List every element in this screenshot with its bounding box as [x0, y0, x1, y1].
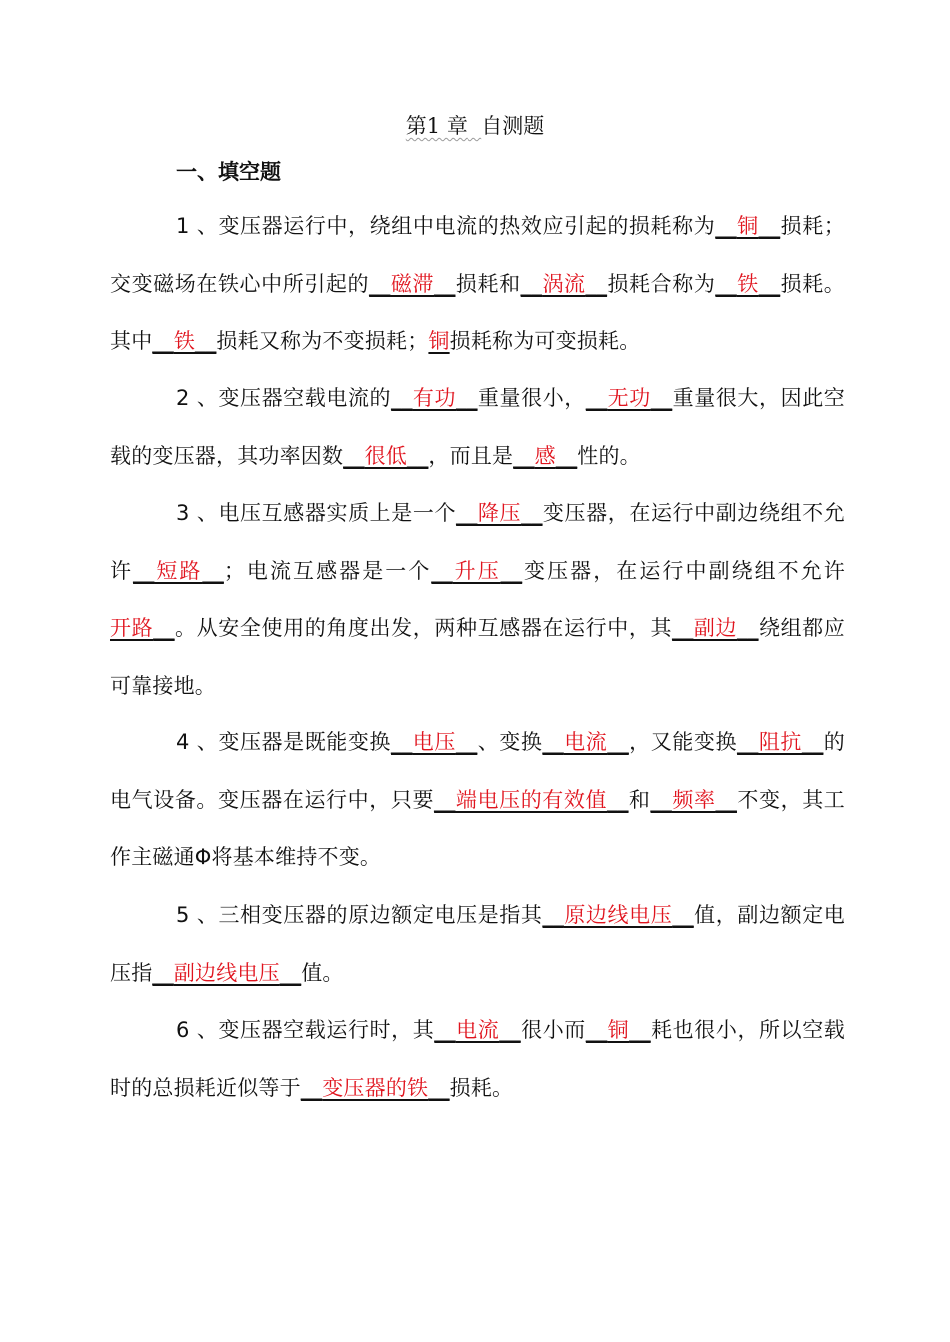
- question-text: 损耗又称为不变损耗；: [216, 329, 429, 353]
- answer-2-4: 感: [534, 443, 556, 468]
- question-text: 损耗。: [449, 1075, 514, 1100]
- answer-5-2: 副边线电压: [173, 960, 280, 985]
- question-text: 、变换: [477, 730, 543, 754]
- question-text: 损耗；交变磁场在铁心中所引起的: [110, 214, 846, 296]
- question-text: 4 、变压器是既能变换: [176, 730, 391, 754]
- question-text: 的电气设备。变压器在运行中，只要: [110, 730, 845, 812]
- question-text: 2 、变压器空载电流的: [176, 386, 392, 410]
- section-heading: 一、填空题: [176, 160, 281, 184]
- question-text: 变压器，在运行中副边绕组不允许: [110, 501, 845, 583]
- question-text: 和: [628, 787, 651, 812]
- question-2: 2 、变压器空载电流的__有功__重量很小，__无功__重量很大，因此空载的变压器，其功率因数__很低__，而且是__感__性的。: [110, 386, 845, 468]
- question-4: 4 、变压器是既能变换__电压__、变换__电流__，又能变换__阻抗__的电气设备。变压器在运行中，只要__端电压的有效值__和__频率__不变，其工作主磁通Φ将基本维持不变。: [110, 730, 846, 869]
- question-text: 损耗和: [455, 271, 521, 296]
- answer-5-1: 原边线电压: [563, 903, 673, 927]
- question-text: ，而且是: [428, 443, 514, 468]
- question-text: 值，副边额定电压指: [110, 903, 845, 985]
- answer-3-2: 短路: [154, 558, 203, 583]
- question-1: 1 、变压器运行中，绕组中电流的热效应引起的损耗称为__铜__损耗；交变磁场在铁心中所引起的__磁滞__损耗和__涡流__损耗合称为__铁__损耗。其中__铁__损耗又称为不变损耗；铜损耗称为可变损耗。: [110, 214, 846, 353]
- question-text: ；电流互感器是一个: [223, 558, 432, 583]
- question-text: 损耗。其中: [110, 271, 845, 353]
- answer-3-3: 升压: [452, 558, 501, 583]
- answer-3-4: 开路: [110, 616, 154, 640]
- question-6: 6 、变压器空载运行时，其__电流__很小而__铜__耗也很小，所以空载时的总损耗近似等于__变压器的铁__损耗。: [110, 1018, 845, 1100]
- question-5: 5 、三相变压器的原边额定电压是指其__原边线电压__值，副边额定电压指__副边线电压__值。: [110, 903, 845, 985]
- question-text: 重量很大，因此空载的变压器，其功率因数: [110, 386, 845, 468]
- page-title: [0, 110, 950, 140]
- answer-4-1: 电压: [412, 730, 456, 754]
- question-text: 1 、变压器运行中，绕组中电流的热效应引起的损耗称为: [176, 214, 716, 238]
- question-text: 耗也很小，所以空载时的总损耗近似等于: [110, 1018, 845, 1100]
- answer-4-4: 端电压的有效值: [455, 787, 608, 812]
- answer-1-5: 铁: [173, 329, 196, 353]
- answer-1-2: 磁滞: [390, 271, 435, 296]
- answer-1-4: 铁: [736, 271, 759, 296]
- question-text: 5 、三相变压器的原边额定电压是指其: [176, 903, 543, 927]
- question-text: 损耗合称为: [607, 271, 716, 296]
- question-text: 绕组都应可靠接地。: [110, 616, 845, 698]
- answer-6-2: 铜: [607, 1018, 630, 1042]
- answer-6-1: 电流: [455, 1018, 500, 1042]
- question-text: 很小而: [520, 1018, 586, 1042]
- question-3: 3 、电压互感器实质上是一个__降压__变压器，在运行中副边绕组不允许__短路__；电流互感器是一个__升压__变压器，在运行中副绕组不允许开路__。从安全使用的角度出发，两种互感器在运行中，其__副边__绕组都应可靠接地。: [110, 501, 845, 698]
- answer-6-3: 变压器的铁: [322, 1075, 429, 1100]
- question-text: 值。: [301, 960, 344, 985]
- question-text: 性的。: [577, 443, 641, 468]
- title-subtitle: 自测题: [481, 114, 545, 138]
- question-text: 3 、电压互感器实质上是一个: [176, 501, 457, 525]
- answer-4-2: 电流: [563, 730, 608, 754]
- answer-3-5: 副边: [693, 616, 738, 640]
- question-text: ，又能变换: [628, 730, 738, 754]
- answer-3-1: 降压: [477, 501, 522, 525]
- chapter-label: 第1 章: [405, 114, 468, 138]
- answer-2-2: 无功: [607, 386, 651, 410]
- question-text: 不变，其工作主磁通Φ将基本维持不变。: [110, 787, 846, 869]
- answer-2-1: 有功: [412, 386, 457, 410]
- answer-2-3: 很低: [364, 443, 408, 468]
- question-text: 损耗称为可变损耗。: [449, 329, 641, 353]
- question-text: 变压器，在运行中副绕组不允许: [522, 558, 845, 583]
- answer-4-5: 频率: [671, 787, 716, 812]
- question-text: 重量很小，: [477, 386, 586, 410]
- answer-1-1: 铜: [736, 214, 759, 238]
- question-text: 。从安全使用的角度出发，两种互感器在运行中，其: [174, 616, 673, 640]
- answer-1-3: 涡流: [542, 271, 586, 296]
- answer-4-3: 阻抗: [758, 730, 802, 754]
- answer-1-6: 铜: [428, 329, 450, 353]
- question-text: 6 、变压器空载运行时，其: [176, 1018, 435, 1042]
